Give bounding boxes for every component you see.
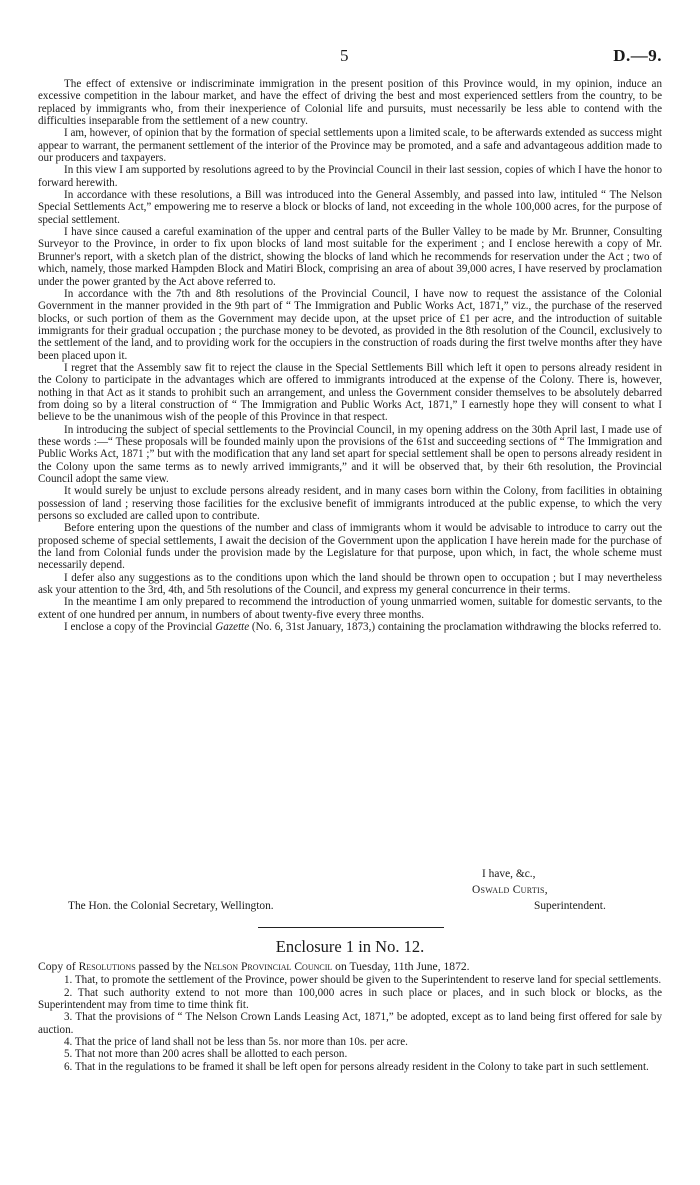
paragraph: I have since caused a careful examination of the upper and central parts of the Buller Valley to be made by Mr. Brunner, Consulting Surveyor to the Province, in order to fix upon blocks of land most suitable for the experiment ; and I enclose herewith a copy of Mr. Brunner's report, with a sketch plan of the district, showing the blocks of land which he recommends for reservation under the Act ; two of which, namely, those marked Hampden Block and Matiri Block, comprising an area of about 39,000 acres, I have reserved by proclamation under the power granted by the Act above referred to. [38, 226, 662, 288]
paragraph: Before entering upon the questions of the number and class of immigrants whom it would be advisable to introduce to carry out the proposed scheme of special settlements, I await the decision of the Government upon the application I have herein made for the purchase of the land from Colonial funds under the provision made by the Legislature for that purpose, upon which, in fact, the whole scheme must necessarily depend. [38, 522, 662, 572]
section-divider [258, 927, 444, 928]
resolution-item: 4. That the price of land shall not be less than 5s. nor more than 10s. per acre. [64, 1036, 408, 1049]
resolution-item: 6. That in the regulations to be framed it shall be left open for persons already resident in the Colony to take part in such settlement. [64, 1060, 649, 1073]
paragraph: In the meantime I am only prepared to recommend the introduction of young unmarried women, suitable for domestic servants, to the extent of one hundred per annum, in numbers of about twenty-five every three months. [38, 596, 662, 621]
signatory-title: Superintendent. [534, 900, 606, 912]
gazette-title: Gazette [215, 621, 250, 634]
paragraph: The effect of extensive or indiscriminate immigration in the present position of this Province would, in my opinion, induce an excessive competition in the labour market, and have the effect of driving the best and most experienced settlers from the country, to be replaced by immigrants who, from their inexperience of Colonial life and pursuits, must necessarily be less able to contend with the difficulties inseparable from the settlement of a new country. [38, 78, 662, 128]
letter-body [38, 78, 662, 633]
paragraph: It would surely be unjust to exclude persons already resident, and in many cases born within the Colony, from facilities in obtaining possession of land ; reserving those facilities for the exclusive benefit of immigrants introduced at the public expense, to which the very persons so excluded are called upon to contribute. [38, 485, 662, 523]
paragraph: In accordance with the 7th and 8th resolutions of the Provincial Council, I have now to request the assistance of the Colonial Government in the manner provided in the 9th part of “ The Immigration and Public Works Act, 1871,” viz., the purchase of the reserved blocks, or such portion of them as the Government may decide upon, at the upset price of £1 per acre, and the introduction of suitable immigrants for their gradual occupation ; the purchase money to be devoted, as provided in the 8th resolution of the Council, exclusively to the settlement of the land, and to providing work for the occupiers in the construction of roads during the first twelve months after they have been placed upon it. [38, 287, 662, 362]
resolution-item: 1. That, to promote the settlement of the Province, power should be given to the Superintendent to reserve land for special settlements. [64, 974, 662, 987]
gazette-paragraph: I enclose a copy of the Provincial Gazette (No. 6, 31st January, 1873,) containing the proclamation withdrawing the blocks referred to. [64, 621, 662, 634]
addressee: The Hon. the Colonial Secretary, Wellington. [68, 900, 274, 912]
resolutions-intro: Copy of Resolutions passed by the Nelson Provincial Council on Tuesday, 11th June, 1872. [38, 960, 470, 973]
enclosure-heading: Enclosure 1 in No. 12. [275, 937, 425, 956]
resolution-item: 3. That the provisions of “ The Nelson Crown Lands Leasing Act, 1871,” be adopted, except as to land being first offered for sale by auction. [38, 1011, 662, 1036]
paragraph: In this view I am supported by resolutions agreed to by the Provincial Council in their last session, copies of which I have the honor to forward herewith. [38, 164, 662, 189]
paragraph: I regret that the Assembly saw fit to reject the clause in the Special Settlements Bill which left it open to persons already resident in the Colony to participate in the advantages which are offered to immigrants introduced at the expense of the Colony. There is, however, nothing in that Act as it stands to prohibit such an arrangement, and unless the Government consider themselves to be absolutely debarred from doing so by a literal construction of “ The Immigration and Public Works Act, 1871,” I earnestly hope they will consent to what I believe to be the unanimous wish of the people of this Province in that respect. [38, 361, 662, 424]
document-code: D.—9. [613, 46, 662, 65]
paragraph: I defer also any suggestions as to the conditions upon which the land should be thrown open to occupation ; but I may nevertheless ask your attention to the 3rd, 4th, and 5th resolutions of the Council, and express my general concurrence in their terms. [38, 571, 662, 597]
signatory-name: Oswald Curtis, [472, 884, 548, 896]
resolution-item: 2. That such authority extend to not more than 100,000 acres in such place or places, and in such block or blocks, as the Superintendent may from time to time think fit. [38, 986, 662, 1012]
paragraph: I am, however, of opinion that by the formation of special settlements upon a limited scale, to be afterwards extended as success might appear to warrant, the permanent settlement of the interior of the Province may be promoted, and a safe and advantageous addition made to our producers and taxpayers. [38, 127, 662, 165]
paragraph: In accordance with these resolutions, a Bill was introduced into the General Assembly, and passed into law, intituled “ The Nelson Special Settlements Act,” empowering me to reserve a block or blocks of land, not exceeding in the whole 100,000 acres, for the purpose of special settlement. [38, 189, 662, 226]
closing-phrase: I have, &c., [482, 868, 536, 880]
page-number: 5 [340, 46, 349, 65]
resolution-item: 5. That not more than 200 acres shall be allotted to each person. [64, 1048, 348, 1061]
paragraph: In introducing the subject of special settlements to the Provincial Council, in my opening address on the 30th April last, I made use of these words :—“ These proposals will be founded mainly upon the provisions of the 61st and succeeding sections of “ The Immigration and Public Works Act, 1871 ;” but with the modification that any land set apart for special settlement shall be open to persons already resident in the Colony upon the same terms as to newly arrived immigrants,” and it will be observed that, by their 6th resolution, the Provincial Council adopt the same view. [38, 423, 662, 485]
resolutions-section [38, 961, 662, 1073]
